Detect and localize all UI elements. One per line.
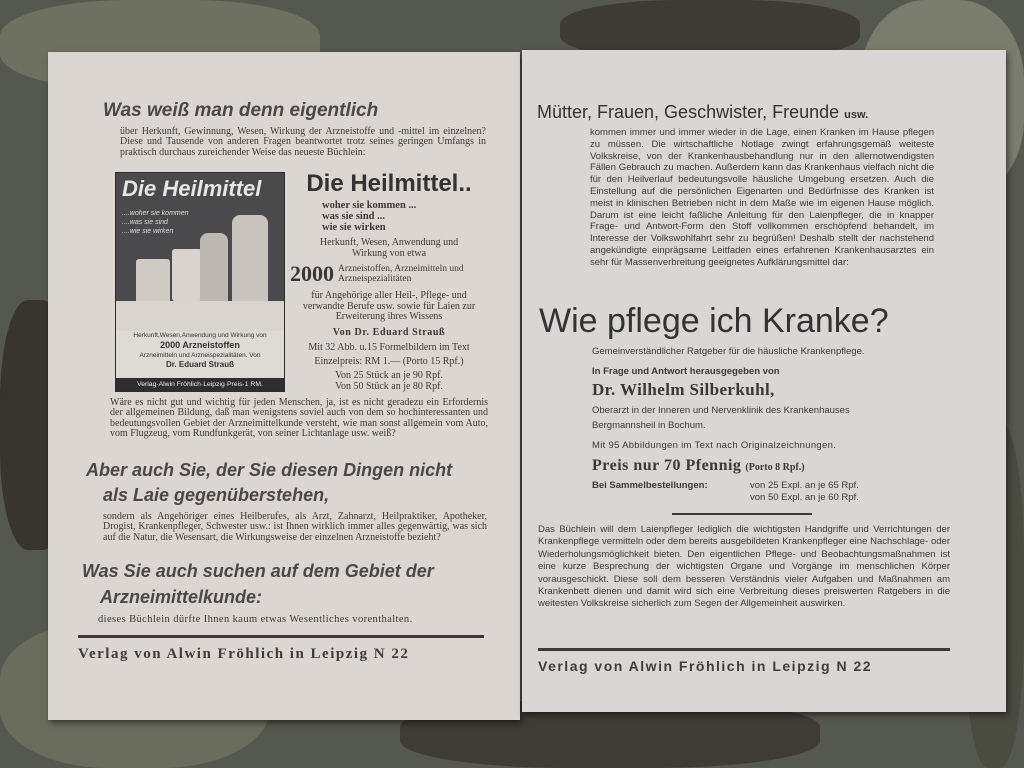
editor-name: Dr. Wilhelm Silberkuhl, [592,380,775,399]
cover-title: Die Heilmittel [122,176,262,201]
heading-aber-auch-sie: Aber auch Sie, der Sie diesen Dingen nicht [86,460,453,480]
bulk-label: Bei Sammelbestellungen: [592,480,708,491]
footer-rule [538,648,950,651]
jar-illustration [172,249,202,301]
ad-tagline: was sie sind ... [322,211,386,222]
ad-bulk-1: Von 25 Stück an je 90 Rpf. [335,369,443,381]
ad-description: Herkunft, Wesen, Anwendung und Wirkung von etwa [319,237,459,259]
paragraph-bildung: Wäre es nicht gut und wichtig für jeden Menschen, ja, ist es nicht geradezu ein Erfordernis der allgemeinen Bildung, daß man wenigstens soviel auch von dem so hochinteressanten und bedeutungsvollen Gebiet der Arzneimittelkunde versteht, wie man sonst allgemein vom Auto, vom Flugzeug, vom Rundfunkgerät, von seiner Lichtanlage usw. weiß? [110,397,488,440]
ad-illustrations: Mit 32 Abb. u.15 Formelbildern im Text [308,341,470,353]
cover-caption-line: Arzneimitteln und Arzneispezialitäten. Von [139,352,261,359]
divider [672,513,812,515]
editor-role-2: Bergmannsheil in Bochum. [592,420,706,431]
cover-tagline [122,209,189,236]
bulk-price-1: von 25 Expl. an je 65 Rpf. [750,480,859,491]
ad-price: Einzelpreis: RM 1.— (Porto 15 Rpf.) [314,355,464,367]
bulk-price-2: von 50 Expl. an je 60 Rpf. [750,492,859,503]
bottle-illustration [232,215,268,307]
footer-rule [78,635,484,638]
paragraph-buechlein: Das Büchlein will dem Laienpfleger lediglich die wichtigsten Handgriffe und Verrichtungen der Krankenpflege vermitteln oder dem bereits ausgebildeten Krankenpfleger eine Nachschlage- oder Wiederholungsmöglichkeit bieten. Den eigentlichen Pflege- und Beobachtungsmaßnahmen ist eine kurze Besprechung der wichtigsten Organe und Vorgänge im menschlichen Körper vorausgeschickt. Diese soll dem besseren Verständnis vieler Aufgaben und Maßnahmen am Krankenbett dienen und damit wird sich eine Verbreitung dieses preiswerten Ratgebers in die weitesten Volkskreise sicherlich zum Segen der Allgemeinheit auswirken. [538,524,950,610]
ad-count: 2000 [290,261,334,286]
postage: (Porto 8 Rpf.) [745,462,805,473]
cover-caption-line: 2000 Arzneistoffen [160,340,240,350]
ad-tagline: woher sie kommen ... [322,200,417,211]
heading-muetter [537,102,868,123]
cover-tagline-line: ....wie sie wirken [122,228,174,235]
ad-author: Von Dr. Eduard Strauß [332,326,446,338]
table-illustration [116,301,284,331]
cover-caption-line: Dr. Eduard Strauß [165,360,234,369]
ad-taglines [290,200,488,233]
cover-tagline-line: ....woher sie kommen [122,210,189,217]
jar-illustration [136,259,170,305]
paragraph-laienpfleger: kommen immer und immer wieder in die Lage, einen Kranken im Hause pflegen zu müssen. Die wirtschaftliche Notlage zwingt erfahrungsgemäß weiteste Volkskreise, von der Krankenhausbehandlung nur in den allernotwendigsten Fällen Gebrauch zu machen. Außerdem kann das Krankenhaus vielfach nicht die für den Heilverlauf bedeutungsvolle häusliche Umgebung ersetzen. Auch die Einstellung auf die persönlichen Eigenarten und Bedürfnisse des Kranken ist meist in klinischen Betrieben nicht in dem Maße wie im eigenen Hause möglich. Darum ist eine leicht faßliche Anleitung für den Laienpfleger, die in knapper Frage- und Antwort-Form den Stoff vollkommen erschöpfend behandelt, im Interesse der Volkswohlfahrt sehr zu begrüßen! Deshalb stellt der nachstehend angekündigte einprägsame Leitfaden eines erfahrenen Krankenhausarztes ein sehr für Massenverbreitung geeignetes Aufklärungsmittel dar: [590,127,934,268]
heading-text: Mütter, Frauen, Geschwister, Freunde [537,102,840,122]
book-cover-image [115,172,285,392]
heading-was-weiss-man: Was weiß man denn eigentlich [103,100,379,121]
heading-suffix: usw. [844,109,869,121]
right-page [522,50,1006,712]
left-page [48,52,520,720]
cover-caption [116,331,284,380]
editor-role-1: Oberarzt in der Inneren und Nervenklinik des Krankenhauses [592,405,850,416]
intro-paragraph: über Herkunft, Gewinnung, Wesen, Wirkung der Arzneistoffe und -mittel im einzelnen? Diese und Tausende von anderen Fragen beantwortet trotz seines geringen Umfangs in praktisch durchaus zureichender Weise das neueste Büchlein: [120,126,486,158]
heading-als-laie: als Laie gegenüberstehen, [103,485,330,505]
closing-line: dieses Büchlein dürfte Ihnen kaum etwas Wesentliches vorenthalten. [98,614,413,625]
ad-tagline: wie sie wirken [322,222,386,233]
publisher-footer: Verlag von Alwin Fröhlich in Leipzig N 22 [538,658,873,674]
publisher-footer: Verlag von Alwin Fröhlich in Leipzig N 22 [78,646,410,662]
bottle-illustration [200,233,228,303]
book-illustrations: Mit 95 Abbildungen im Text nach Originalzeichnungen. [592,440,837,451]
price-line [592,457,805,475]
ad-count-text: Arzneistoffen, Arzneimitteln und Arzneispezialitäten [338,264,464,284]
ad-title: Die Heilmittel.. [306,170,472,197]
book-subtitle: Gemeinverständlicher Ratgeber für die häusliche Krankenpflege. [592,346,865,357]
ad-bulk-2: Von 50 Stück an je 80 Rpf. [335,380,443,392]
heilmittel-ad [290,170,488,392]
cover-tagline-line: ....was sie sind [122,219,168,226]
editor-intro: In Frage und Antwort herausgegeben von [592,366,780,377]
book-title: Wie pflege ich Kranke? [539,302,889,340]
ad-count-row [290,262,488,286]
heading-arzneimittelkunde: Arzneimittelkunde: [100,587,263,607]
price: Preis nur 70 Pfennig [592,457,742,474]
cover-publisher-band: Verlag·Alwin Fröhlich·Leipzig·Preis·1 RM. [116,378,284,391]
paragraph-heilberufe: sondern als Angehöriger eines Heilberufes, als Arzt, Zahnarzt, Heilpraktiker, Apotheker, Drogist, Krankenpfleger, Schwester usw.: ist Ihnen wirklich immer alles gegenwärtig, was sich auf die Natur, die Wesensart, die Wirkungsweise der einzelnen Arzneistoffe bezieht? [103,511,487,543]
cover-caption-line: Herkunft,Wesen,Anwendung und Wirkung von [133,332,267,339]
heading-was-sie-suchen: Was Sie auch suchen auf dem Gebiet der [82,561,434,581]
ad-audience: für Angehörige aller Heil-, Pflege- und verwandte Berufe usw. sowie für Laien zur Erweiterung ihres Wissens [302,290,476,322]
